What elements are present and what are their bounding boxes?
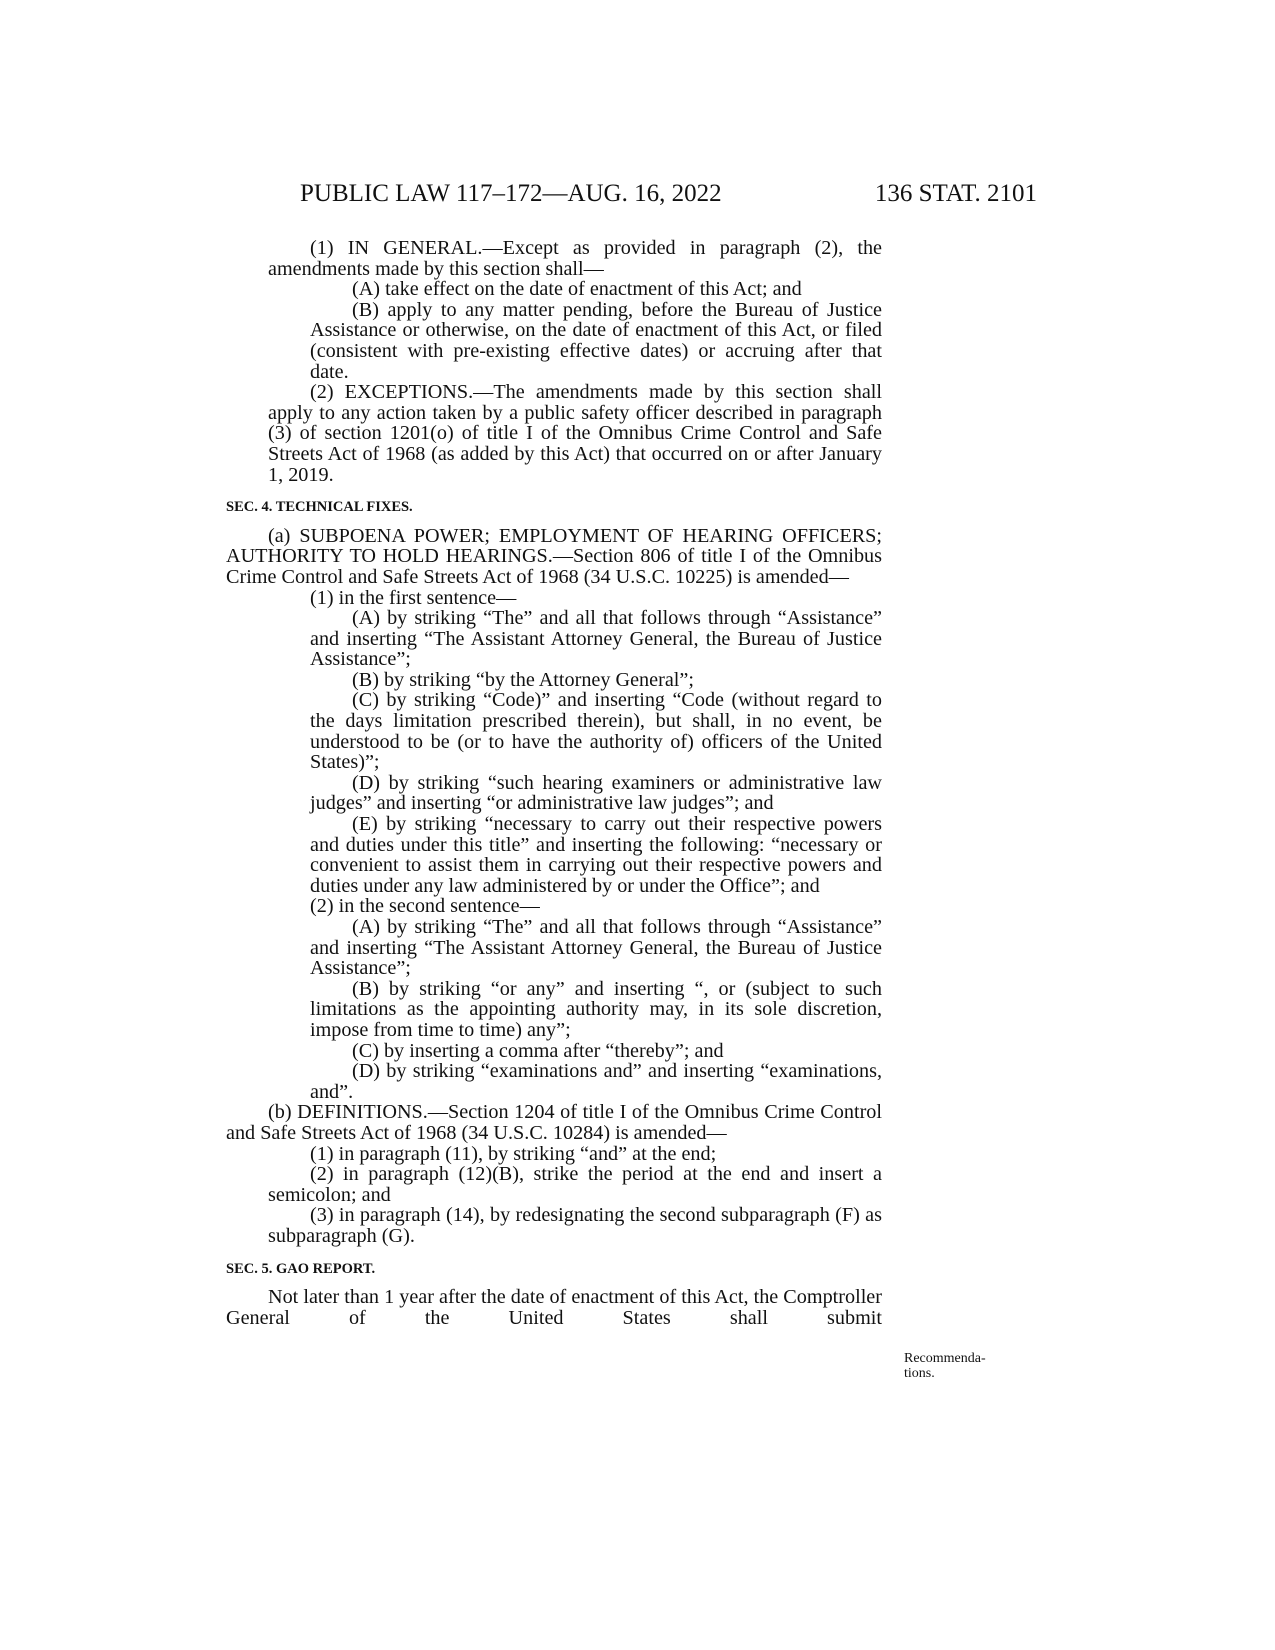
item-a2A: (A) by striking “The” and all that follows through “Assistance” and inserting “The Assistant Attorney General, the Bureau of Justice Assistance”;: [310, 916, 882, 980]
margin-note-line-2: tions.: [904, 1366, 935, 1381]
page-header: [300, 180, 1037, 216]
item-a1B: (B) by striking “by the Attorney General”;: [352, 668, 694, 691]
section-5-text: Not later than 1 year after the date of enactment of this Act, the Comptroller General of the United States shall submit: [226, 1286, 882, 1329]
heading-subpoena-power: UBPOENA POWER; EMPLOYMENT OF HEARING OFFICERS; AUTHORITY TO HOLD HEARINGS: [226, 524, 882, 568]
subsection-a-subpoena-power: (a) SUBPOENA POWER; EMPLOYMENT OF HEARING OFFICERS; AUTHORITY TO HOLD HEARINGS.—Section 806 of title I of the Omnibus Crime Control and Safe Streets Act of 1968 (34 U.S.C. 10225) is amended—: [226, 524, 882, 588]
subparagraph-a-take-effect: (A) take effect on the date of enactment of this Act; and: [352, 278, 802, 301]
paragraph-in-general: (1) IN GENERAL.—Except as provided in paragraph (2), the amendments made by this section shall—: [268, 237, 883, 280]
item-a1A: (A) by striking “The” and all that follows through “Assistance” and inserting “The Assistant Attorney General, the Bureau of Justice Assistance”;: [310, 607, 882, 671]
section-4-heading: SEC. 4. TECHNICAL FIXES.: [226, 499, 413, 516]
item-a2C: (C) by inserting a comma after “thereby”; and: [352, 1039, 724, 1062]
item-b1: (1) in paragraph (11), by striking “and” at the end;: [310, 1142, 717, 1165]
item-a2D: (D) by striking “examinations and” and inserting “examinations, and”.: [310, 1060, 882, 1103]
item-b2: (2) in paragraph (12)(B), strike the period at the end and insert a semicolon; and: [268, 1163, 882, 1206]
subsection-b-definitions: (b) DEFINITIONS.—Section 1204 of title I of the Omnibus Crime Control and Safe Streets Act of 1968 (34 U.S.C. 10284) is amended—: [226, 1101, 882, 1144]
subparagraph-b-apply: (B) apply to any matter pending, before the Bureau of Justice Assistance or otherwise, on the date of enactment of this Act, or filed (consistent with pre-existing effective dates) or accruing after that date.: [310, 298, 882, 383]
margin-note-line-1: Recommenda-: [904, 1351, 986, 1366]
item-a2B: (B) by striking “or any” and inserting “, or (subject to such limitations as the appointing authority may, in its sole discretion, impose from time to time) any”;: [310, 977, 882, 1041]
paragraph-exceptions: (2) EXCEPTIONS.—The amendments made by this section shall apply to any action taken by a public safety officer described in paragraph (3) of section 1201(o) of title I of the Omnibus Crime Control and Safe Streets Act of 1968 (as added by this Act) that occurred on or after January 1, 2019.: [268, 381, 882, 486]
margin-note: [904, 1351, 986, 1381]
section-5-heading: SEC. 5. GAO REPORT.: [226, 1260, 376, 1277]
document-body: [226, 238, 882, 1328]
heading-in-general: N GENERAL: [354, 237, 478, 259]
item-b3: (3) in paragraph (14), by redesignating the second subparagraph (F) as subparagraph (G).: [268, 1204, 882, 1247]
heading-exceptions: XCEPTIONS: [357, 381, 469, 404]
paragraph-second-sentence: (2) in the second sentence—: [310, 895, 540, 918]
running-head-title: PUBLIC LAW 117–172—AUG. 16, 2022: [300, 180, 722, 207]
page-number: 136 STAT. 2101: [874, 180, 1037, 207]
item-a1E: (E) by striking “necessary to carry out their respective powers and duties under this title” and inserting the following: “necessary or convenient to assist them in carrying out their respective powers and duties under any law administered by or under the Office”; and: [310, 813, 882, 897]
item-a1D: (D) by striking “such hearing examiners or administrative law judges” and inserting “or administrative law judges”; and: [310, 771, 882, 815]
paragraph-first-sentence: (1) in the first sentence—: [310, 586, 517, 609]
item-a1C: (C) by striking “Code)” and inserting “Code (without regard to the days limitation prescribed therein), but shall, in no event, be understood to be (or to have the authority of) officers of the United States)”;: [310, 689, 882, 774]
heading-definitions: EFINITIONS: [311, 1101, 423, 1124]
